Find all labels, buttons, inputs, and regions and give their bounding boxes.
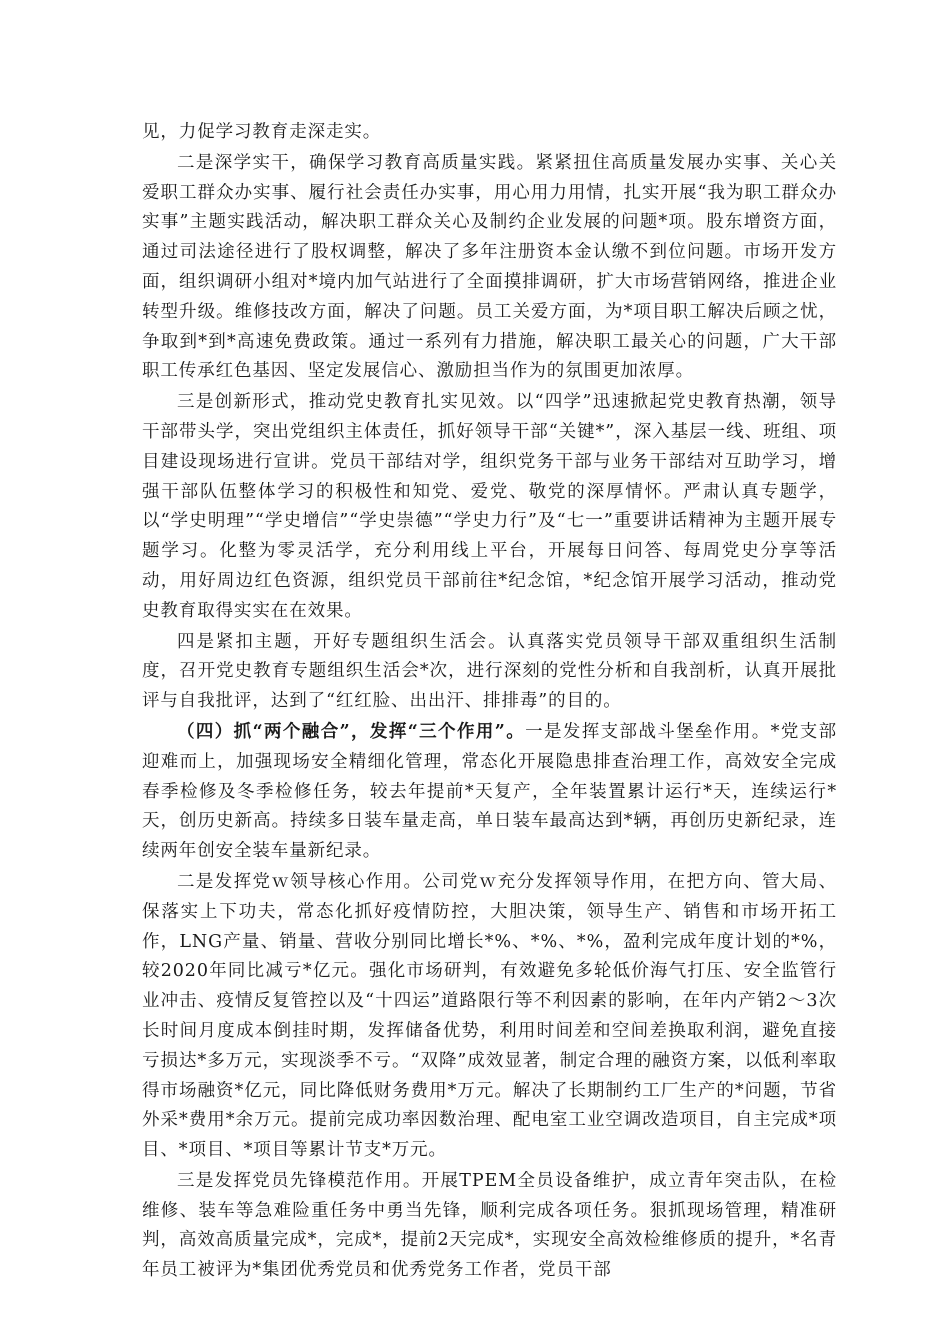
section-heading: （四）抓“两个融合”，发挥“三个作用”。: [177, 721, 526, 742]
paragraph-vanguard: 三是发挥党员先锋模范作用。开展TPEM全员设备维护，成立青年突击队，在检维修、装车等急难险重任务中勇当先锋，顺利完成各项任务。狠抓现场管理，精准研判，高效高质量完成*，完成*，提前2天完成*，实现安全高效检维修质的提升，*名青年员工被评为*集团优秀党员和优秀党务工作者，党员干部: [142, 1170, 837, 1281]
paragraph-innovation: 三是创新形式，推动党史教育扎实见效。以“四学”迅速掀起党史教育热潮，领导干部带头学，突出党组织主体责任，抓好领导干部“关键*”，深入基层一线、班组、项目建设现场进行宣讲。党员干部结对学，组织党务干部与业务干部结对互助学习，增强干部队伍整体学习的积极性和知党、爱党、敬党的深厚情怀。严肃认真专题学，以“学史明理”“学史增信”“学史崇德”“学史力行”及“七一”重要讲话精神为主题开展专题学习。化整为零灵活学，充分利用线上平台，开展每日问答、每周党史分享等活动，用好周边红色资源，组织党员干部前往*纪念馆，*纪念馆开展学习活动，推动党史教育取得实实在在效果。: [142, 392, 837, 621]
paragraph-theme-meeting: 四是紧扣主题，开好专题组织生活会。认真落实党员领导干部双重组织生活制度，召开党史教育专题组织生活会*次，进行深刻的党性分析和自我剖析，认真开展批评与自我批评，达到了“红红脸、出出汗、排排毒”的目的。: [142, 631, 837, 712]
paragraph-leadership-core: 二是发挥党ｗ领导核心作用。公司党ｗ充分发挥领导作用，在把方向、管大局、保落实上下功夫，常态化抓好疫情防控，大胆决策，领导生产、销售和市场开拓工作，LNG产量、销量、营收分别同比增长*%、*%、*%，盈利完成年度计划的*%，较2020年同比减亏*亿元。强化市场研判，有效避免多轮低价海气打压、安全监管行业冲击、疫情反复管控以及“十四运”道路限行等不利因素的影响，在年内产销2～3次长时间月度成本倒挂时期，发挥储备优势，利用时间差和空间差换取利润，避免直接亏损达*多万元，实现淡季不亏。“双降”成效显著，制定合理的融资方案，以低利率取得市场融资*亿元，同比降低财务费用*万元。解决了长期制约工厂生产的*问题，节省外采*费用*余万元。提前完成功率因数治理、配电室工业空调改造项目，自主完成*项目、*项目、*项目等累计节支*万元。: [142, 871, 837, 1161]
paragraph-deep-study: 二是深学实干，确保学习教育高质量实践。紧紧扭住高质量发展办实事、关心关爱职工群众办实事、履行社会责任办实事，用心用力用情，扎实开展“我为职工群众办实事”主题实践活动，解决职工群众关心及制约企业发展的问题*项。股东增资方面，通过司法途径进行了股权调整，解决了多年注册资本金认缴不到位问题。市场开发方面，组织调研小组对*境内加气站进行了全面摸排调研，扩大市场营销网络，推进企业转型升级。维修技改方面，解决了问题。员工关爱方面，为*项目职工解决后顾之忧，争取到*到*高速免费政策。通过一系列有力措施，解决职工最关心的问题，广大干部职工传承红色基因、坚定发展信心、激励担当作为的氛围更加浓厚。: [142, 152, 837, 382]
section-four-body: 一是发挥支部战斗堡垒作用。*党支部迎难而上，加强现场安全精细化管理，常态化开展隐患排查治理工作，高效安全完成春季检修及冬季检修任务，较去年提前*天复产，全年装置累计运行*天，连续运行*天，创历史新高。持续多日装车量走高，单日装车最高达到*辆，再创历史新纪录，连续两年创安全装车量新纪录。: [142, 721, 837, 862]
paragraph-section-four: [142, 718, 837, 867]
document-page: [142, 118, 837, 1286]
paragraph-continuation: 见，力促学习教育走深走实。: [142, 122, 382, 142]
